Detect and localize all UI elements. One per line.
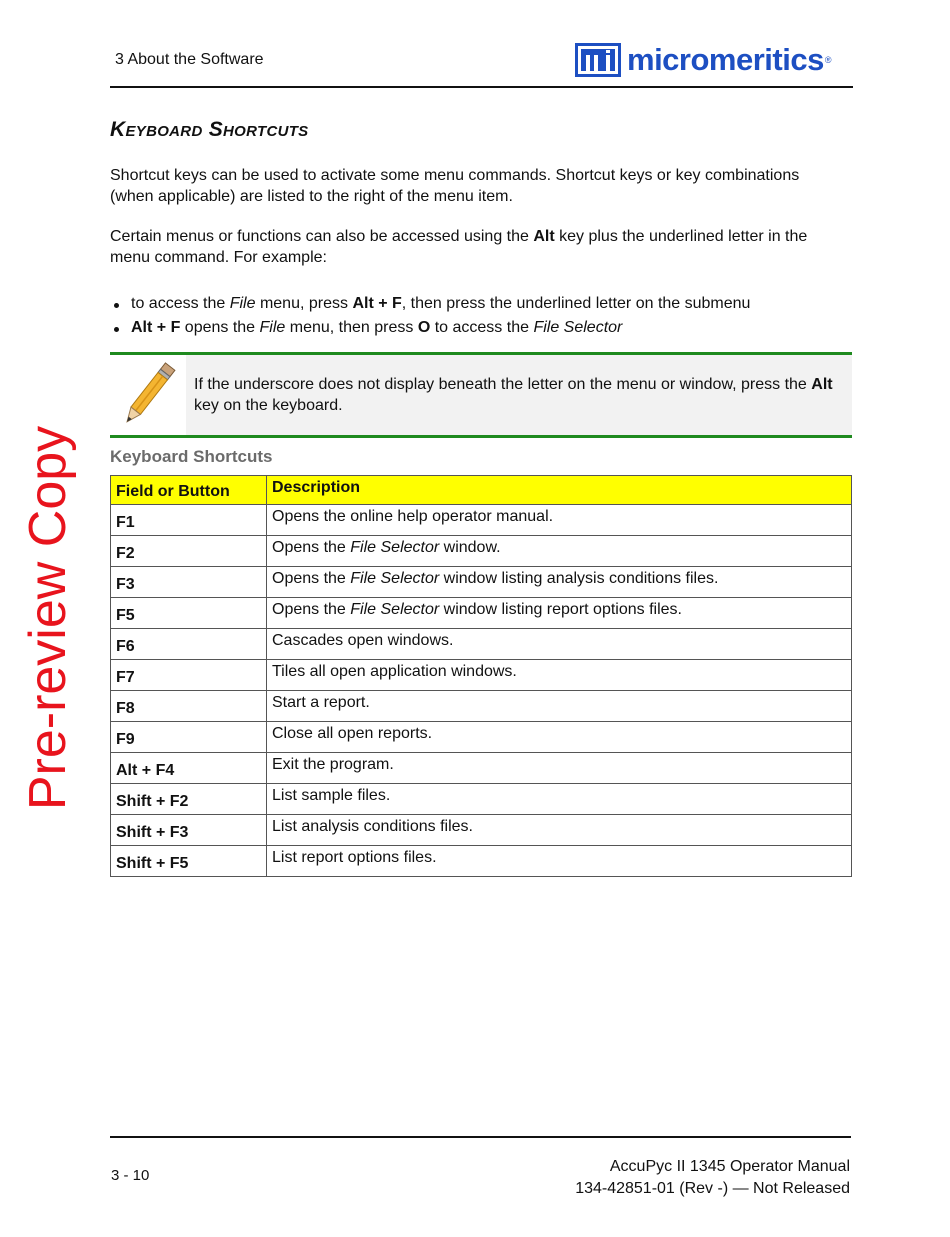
table-row [111, 846, 852, 877]
logo-mark-icon [575, 43, 621, 77]
shortcut-key: F1 [111, 505, 267, 536]
header-divider [110, 86, 853, 88]
note-icon-cell [110, 355, 186, 435]
footer-divider [110, 1136, 851, 1138]
list-item: to access the File menu, press Alt + F, then press the underlined letter on the submenu [110, 292, 850, 316]
shortcut-key: Shift + F5 [111, 846, 267, 877]
running-header-section: 3 About the Software [115, 51, 264, 68]
shortcut-key: F7 [111, 660, 267, 691]
watermark: Pre-review Copy [19, 425, 77, 811]
shortcut-key: F3 [111, 567, 267, 598]
document-number: 134-42851-01 (Rev -) — Not Released [575, 1180, 850, 1197]
list-item: Alt + F opens the File menu, then press O to access the File Selector [110, 316, 850, 340]
table-row [111, 536, 852, 567]
shortcut-key: F9 [111, 722, 267, 753]
bullet-icon [114, 303, 119, 308]
shortcut-description: Opens the File Selector window listing analysis conditions files. [267, 567, 852, 598]
table-row [111, 629, 852, 660]
shortcut-description: Exit the program. [267, 753, 852, 784]
micromeritics-logo [575, 42, 831, 78]
table-row [111, 815, 852, 846]
shortcut-description: Opens the File Selector window listing report options files. [267, 598, 852, 629]
alt-key-paragraph: Certain menus or functions can also be accessed using the Alt key plus the underlined letter in the menu command. For example: [110, 228, 808, 266]
note-callout [110, 352, 852, 438]
shortcut-key: F5 [111, 598, 267, 629]
shortcut-description: Opens the online help operator manual. [267, 505, 852, 536]
bullet-icon [114, 327, 119, 332]
table-row [111, 660, 852, 691]
shortcut-description: Tiles all open application windows. [267, 660, 852, 691]
shortcuts-table [110, 475, 852, 877]
shortcut-key: Shift + F2 [111, 784, 267, 815]
shortcut-description: List sample files. [267, 784, 852, 815]
column-header-description: Description [267, 476, 852, 505]
shortcut-description: List analysis conditions files. [267, 815, 852, 846]
page-number: 3 - 10 [111, 1167, 150, 1184]
table-row [111, 722, 852, 753]
shortcut-description: Start a report. [267, 691, 852, 722]
shortcut-key: F8 [111, 691, 267, 722]
logo-registered-mark: ® [824, 55, 832, 65]
shortcut-description: Close all open reports. [267, 722, 852, 753]
table-row [111, 691, 852, 722]
shortcut-description: List report options files. [267, 846, 852, 877]
table-row [111, 598, 852, 629]
table-row [111, 567, 852, 598]
table-row [111, 753, 852, 784]
table-row [111, 505, 852, 536]
intro-paragraph: Shortcut keys can be used to activate some menu commands. Shortcut keys or key combinations (when applicable) are listed to the right of the menu item. [110, 167, 800, 205]
shortcut-key: Alt + F4 [111, 753, 267, 784]
shortcut-description: Cascades open windows. [267, 629, 852, 660]
footer-doc-info [575, 1156, 850, 1200]
pencil-icon [110, 355, 186, 435]
shortcut-description: Opens the File Selector window. [267, 536, 852, 567]
page-title: Keyboard Shortcuts [110, 118, 309, 141]
manual-title: AccuPyc II 1345 Operator Manual [609, 1158, 850, 1175]
column-header-field: Field or Button [111, 476, 267, 505]
shortcut-key: F6 [111, 629, 267, 660]
table-row [111, 784, 852, 815]
shortcut-key: F2 [111, 536, 267, 567]
logo-wordmark: micromeritics [627, 42, 824, 77]
example-list [110, 292, 850, 340]
note-text: If the underscore does not display beneath the letter on the menu or window, press the Alt key on the keyboard. [186, 355, 852, 435]
table-caption: Keyboard Shortcuts [110, 447, 273, 466]
table-header-row [111, 476, 852, 505]
shortcut-key: Shift + F3 [111, 815, 267, 846]
